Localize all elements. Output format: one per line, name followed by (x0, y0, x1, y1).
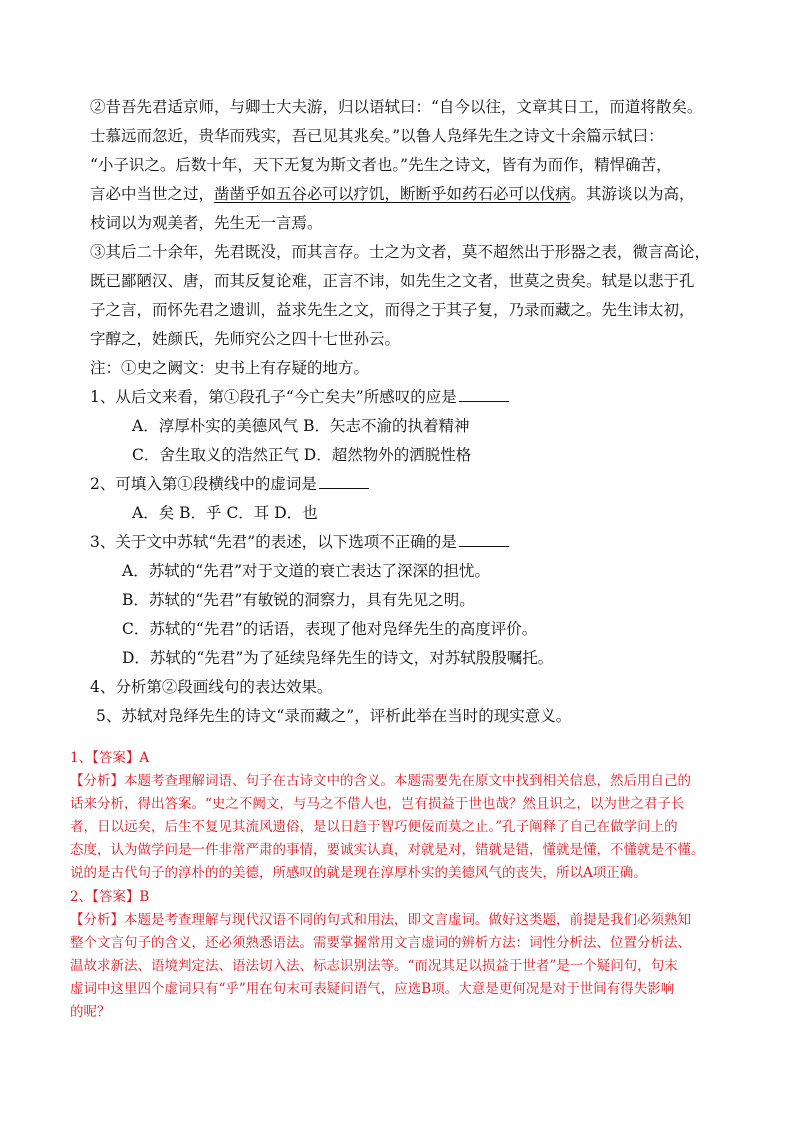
answer-2-analysis-line: 的呢？ (70, 1004, 111, 1020)
passage-para2-line3: “小子识之。后数十年，天下无复为斯文者也。”先生之诗文，皆有为而作，精悍确苦， (90, 156, 672, 174)
answer-2-analysis-line: 虚词中这里四个虚词只有“乎”用在句末可表疑问语气，应选B项。大意是更何况是对于世间有得失影响 (70, 981, 675, 997)
answer-2-analysis-line: 【分析】本题是考查理解与现代汉语不同的句式和用法，即文言虚词。做好这类题，前提是我们必须熟知 (70, 912, 691, 928)
question-2-stem: 2、可填入第①段横线中的虚词是 (90, 473, 369, 495)
question-3-option-d: D．苏轼的“先君”为了延续凫绎先生的诗文，对苏轼殷殷嘱托。 (122, 649, 554, 667)
passage-para2-line1: ②昔吾先君适京师，与卿士大夫游，归以语轼曰：“自今以往，文章其日工，而道将散矣。 (90, 98, 703, 116)
question-5-stem: 5、苏轼对凫绎先生的诗文“录而藏之”，评析此举在当时的现实意义。 (96, 707, 572, 725)
passage-para3-line4: 字醇之，姓颜氏，先师究公之四十七世孙云。 (90, 330, 401, 348)
answer-2-analysis-line: 温故求新法、语境判定法、语法切入法、标志识别法等。“而况其足以损益于世者”是一个疑问句，句末 (70, 958, 678, 974)
passage-para3-line3: 子之言，而怀先君之遗训，益求先生之文，而得之于其子复，乃录而藏之。先生讳太初， (90, 301, 695, 319)
question-1-stem: 1、从后文来看，第①段孔子“今亡矣夫”所感叹的应是 (90, 386, 509, 408)
passage-para3-line1: ③其后二十余年，先君既没，而其言存。士之为文者，莫不超然出于形器之表，微言高论， (90, 243, 711, 261)
passage-para2-line4 (90, 183, 695, 205)
answer-blank (319, 474, 369, 489)
line4-suffix: 。其游谈以为高， (570, 185, 695, 203)
question-3-option-b: B．苏轼的“先君”有敏锐的洞察力，具有先见之明。 (122, 591, 475, 609)
question-1-options-row2: C．舍生取义的浩然正气 D．超然物外的洒脱性格 (132, 446, 472, 464)
passage-para2-line5: 枝词以为观美者，先生无一言焉。 (90, 214, 323, 232)
answer-1-analysis-line: 【分析】本题考查理解词语、句子在古诗文中的含义。本题需要先在原文中找到相关信息，然后用自己的 (70, 773, 691, 789)
answer-2-analysis-line: 整个文言句子的含义，还必须熟悉语法。需要掌握常用文言虚词的辨析方法：词性分析法、位置分析法、 (70, 935, 691, 951)
underlined-sentence: 凿凿乎如五谷必可以疗饥，断断乎如药石必可以伐病 (214, 185, 571, 203)
answer-1-heading: 1、【答案】A (70, 750, 150, 766)
question-3-stem: 3、关于文中苏轼“先君”的表述，以下选项不正确的是 (90, 531, 509, 553)
question-1-options-row1: A．淳厚朴实的美德风气 B．矢志不渝的执着精神 (132, 417, 470, 435)
question-3-option-c: C．苏轼的“先君”的话语，表现了他对凫绎先生的高度评价。 (122, 620, 538, 638)
passage-note: 注：①史之阙文：史书上有存疑的地方。 (90, 359, 370, 377)
answer-2-heading: 2、【答案】B (70, 889, 150, 905)
answer-blank (459, 532, 509, 547)
answer-1-analysis-line: 话来分析，得出答案。“史之不阙文，与马之不借人也，岂有损益于世也哉？然且识之，以为世之君子长 (70, 796, 685, 812)
question-2-options: A．矣 B．乎 C．耳 D．也 (132, 504, 318, 522)
line4-prefix: 言必中当世之过， (90, 185, 215, 203)
question-3-option-a: A．苏轼的“先君”对于文道的衰亡表达了深深的担忧。 (122, 562, 491, 580)
answer-blank (459, 387, 509, 402)
question-4-stem: 4、分析第②段画线句的表达效果。 (90, 678, 333, 696)
passage-para3-line2: 既已鄙陋汉、唐，而其反复论难，正言不讳，如先生之文者，世莫之贵矣。轼是以悲于孔 (90, 272, 695, 290)
answer-1-analysis-line: 说的是古代句子的淳朴的的美德，所感叹的就是现在淳厚朴实的美德风气的丧失，所以A项正确。 (70, 865, 647, 881)
answer-1-analysis-line: 态度，认为做学问是一件非常严肃的事情，要诚实认真，对就是对，错就是错，懂就是懂，不懂就是不懂。 (70, 842, 705, 858)
answer-1-analysis-line: 者，日以远矣，后生不复见其流风遗俗，是以日趋于智巧便佞而莫之止。”孔子阐释了自己在做学问上的 (70, 819, 678, 835)
passage-para2-line2: 士慕远而忽近，贵华而残实，吾已见其兆矣。”以鲁人凫绎先生之诗文十余篇示轼曰： (90, 127, 664, 145)
